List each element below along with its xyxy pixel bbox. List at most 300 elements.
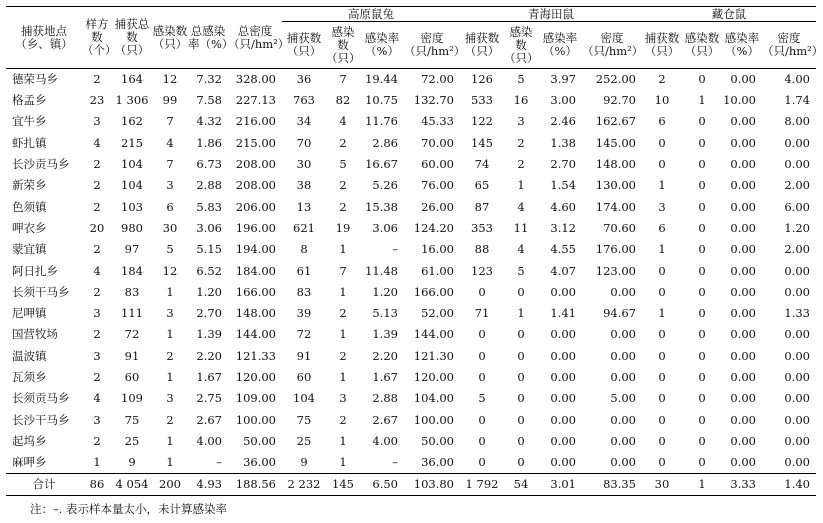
value-cell: 2 — [93, 178, 101, 193]
value-cell: 1 — [339, 433, 347, 448]
subheader-species2-col4: 密度（只/hm²） — [582, 22, 642, 69]
value-cell: 1 — [517, 306, 525, 321]
value-cell: 94.67 — [603, 306, 636, 321]
value-cell: 0 — [698, 455, 706, 470]
value-cell: 130.00 — [595, 178, 636, 193]
value-cell: 0 — [698, 391, 706, 406]
value-cell: 71 — [474, 306, 490, 321]
value-cell: 8 — [300, 242, 308, 257]
infection-table — [6, 6, 823, 496]
value-cell: 70.00 — [421, 135, 454, 150]
value-cell: 11.48 — [365, 263, 398, 278]
location-cell: 呷衣乡 — [12, 220, 47, 235]
value-cell: 9 — [128, 455, 136, 470]
subheader-species2-col3: 感染率（%） — [538, 22, 582, 69]
value-cell: 52.00 — [421, 306, 454, 321]
table-row — [6, 367, 816, 388]
value-cell: 3.06 — [372, 220, 398, 235]
value-cell: 120.00 — [413, 370, 454, 384]
value-cell: 0 — [698, 327, 706, 342]
value-cell: 0.00 — [730, 348, 756, 363]
table-row — [6, 388, 816, 409]
value-cell: 4.00 — [372, 433, 398, 448]
value-cell: 3 — [93, 412, 101, 427]
value-cell: 83.35 — [582, 474, 642, 496]
value-cell: 1.39 — [196, 327, 222, 342]
value-cell: 0 — [698, 306, 706, 321]
value-cell: 0 — [517, 284, 525, 299]
value-cell: 3 — [166, 178, 174, 193]
value-cell: 3 — [339, 391, 347, 406]
value-cell: 104 — [121, 157, 143, 172]
value-cell: 36.00 — [421, 455, 454, 470]
value-cell: 1.67 — [372, 370, 398, 384]
value-cell: 122 — [471, 114, 493, 129]
table-row — [6, 218, 816, 239]
value-cell: 4.00 — [784, 72, 810, 86]
header-infected: 感染数（只） — [152, 7, 188, 69]
value-cell: 132.70 — [413, 93, 454, 108]
value-cell: 0 — [658, 370, 666, 384]
header-rate: 总感染率（%） — [188, 7, 228, 69]
value-cell: 5.26 — [372, 178, 398, 193]
value-cell: 50.00 — [243, 433, 276, 448]
value-cell: 0.00 — [730, 220, 756, 235]
value-cell: 0.00 — [730, 72, 756, 86]
value-cell: 2.46 — [550, 114, 576, 129]
value-cell: 2 — [93, 199, 101, 214]
location-cell: 合计 — [6, 474, 82, 496]
value-cell: 2.67 — [372, 412, 398, 427]
value-cell: 3 — [93, 306, 101, 321]
value-cell: 144.00 — [413, 327, 454, 342]
value-cell: 76.00 — [421, 178, 454, 193]
value-cell: 0 — [478, 327, 486, 342]
value-cell: 2 — [93, 327, 101, 342]
subheader-species1-col2: 感染数（只） — [326, 22, 360, 69]
value-cell: 30 — [296, 157, 312, 172]
value-cell: 0.00 — [730, 284, 756, 299]
value-cell: 0.00 — [784, 391, 810, 406]
table-row — [6, 346, 816, 367]
value-cell: 1.20 — [372, 284, 398, 299]
value-cell: 3.97 — [550, 72, 576, 86]
header-species-3: 藏仓鼠 — [642, 7, 816, 22]
value-cell: 30 — [642, 474, 682, 496]
location-cell: 阿日扎乡 — [12, 263, 58, 278]
value-cell: 103.80 — [404, 474, 460, 496]
value-cell: 54 — [504, 474, 538, 496]
value-cell: 0 — [658, 433, 666, 448]
table-note: 注：–. 表示样本量太小，未计算感染率 — [30, 502, 228, 516]
value-cell: 36 — [296, 72, 312, 86]
value-cell: 75 — [124, 412, 140, 427]
value-cell: 5.00 — [610, 391, 636, 406]
value-cell: 12 — [162, 263, 178, 278]
value-cell: 0 — [517, 370, 525, 384]
value-cell: 0.00 — [784, 348, 810, 363]
value-cell: 1 — [339, 327, 347, 342]
value-cell: 16.67 — [365, 157, 398, 172]
value-cell: 1 — [339, 370, 347, 384]
value-cell: 83 — [124, 284, 140, 299]
value-cell: 0.00 — [784, 412, 810, 427]
value-cell: 126 — [471, 72, 493, 86]
value-cell: 6.50 — [360, 474, 404, 496]
value-cell: 0.00 — [550, 370, 576, 384]
table-row — [6, 303, 816, 324]
value-cell: 0 — [478, 284, 486, 299]
value-cell: 174.00 — [595, 199, 636, 214]
value-cell: 1 — [698, 93, 706, 108]
value-cell: 1 — [339, 242, 347, 257]
value-cell: 206.00 — [235, 199, 276, 214]
location-cell: 国营牧场 — [12, 327, 58, 342]
value-cell: 0.00 — [730, 455, 756, 470]
value-cell: 1 306 — [115, 93, 149, 108]
value-cell: 30 — [162, 220, 178, 235]
value-cell: 0.00 — [610, 455, 636, 470]
value-cell: 4 — [93, 391, 101, 406]
value-cell: 4 — [166, 135, 174, 150]
value-cell: 72 — [296, 327, 312, 342]
table-row — [6, 111, 816, 132]
value-cell: 0 — [517, 433, 525, 448]
value-cell: 13 — [296, 199, 312, 214]
value-cell: 16.00 — [421, 242, 454, 257]
value-cell: 38 — [296, 178, 312, 193]
subheader-species1-col3: 感染率（%） — [360, 22, 404, 69]
value-cell: 45.33 — [421, 114, 454, 129]
location-cell: 格孟乡 — [12, 93, 47, 108]
value-cell: 2 — [339, 135, 347, 150]
value-cell: 5.13 — [372, 306, 398, 321]
value-cell: 2 — [93, 433, 101, 448]
value-cell: 2.86 — [372, 135, 398, 150]
value-cell: 0 — [698, 433, 706, 448]
subheader-species2-col2: 感染数（只） — [504, 22, 538, 69]
value-cell: 1 — [658, 242, 666, 257]
value-cell: 6.73 — [196, 157, 222, 172]
table-row — [6, 154, 816, 175]
value-cell: 6 — [658, 114, 666, 129]
header-species-1: 高原鼠兔 — [282, 7, 460, 22]
value-cell: 166.00 — [235, 284, 276, 299]
value-cell: 145.00 — [595, 135, 636, 150]
location-cell: 瓦须乡 — [12, 370, 47, 384]
value-cell: 0 — [478, 433, 486, 448]
value-cell: 196.00 — [235, 220, 276, 235]
value-cell: 0.00 — [550, 348, 576, 363]
value-cell: 1.39 — [372, 327, 398, 342]
value-cell: 0 — [658, 455, 666, 470]
subheader-species3-col2: 感染数（只） — [682, 22, 722, 69]
value-cell: 4.60 — [550, 199, 576, 214]
value-cell: 23 — [89, 93, 105, 108]
value-cell: 1 — [658, 306, 666, 321]
value-cell: 353 — [471, 220, 493, 235]
value-cell: 121.30 — [413, 348, 454, 363]
header-location: 捕获地点（乡、镇） — [6, 7, 82, 69]
value-cell: 3 — [658, 199, 666, 214]
value-cell: 121.33 — [235, 348, 276, 363]
value-cell: 1 — [166, 455, 174, 470]
value-cell: 36.00 — [243, 455, 276, 470]
value-cell: 103 — [121, 199, 143, 214]
value-cell: 1.74 — [784, 93, 810, 108]
value-cell: 1.38 — [550, 135, 576, 150]
value-cell: – — [392, 242, 398, 257]
value-cell: 1.33 — [784, 306, 810, 321]
value-cell: 2 — [93, 284, 101, 299]
value-cell: 0.00 — [784, 455, 810, 470]
value-cell: 0 — [478, 455, 486, 470]
value-cell: 2 — [166, 412, 174, 427]
table-row — [6, 175, 816, 196]
value-cell: 0 — [698, 263, 706, 278]
location-cell: 温波镇 — [12, 348, 47, 363]
value-cell: 124.20 — [413, 220, 454, 235]
value-cell: 0.00 — [610, 370, 636, 384]
value-cell: 1 — [166, 327, 174, 342]
value-cell: 82 — [335, 93, 351, 108]
value-cell: 5 — [339, 157, 347, 172]
value-cell: 2.20 — [372, 348, 398, 363]
value-cell: 20 — [89, 220, 105, 235]
value-cell: 4 054 — [112, 474, 152, 496]
value-cell: 1.20 — [784, 220, 810, 235]
value-cell: 0 — [517, 412, 525, 427]
table-row — [6, 260, 816, 281]
value-cell: 11 — [513, 220, 529, 235]
subheader-species1-col4: 密度（只/hm²） — [404, 22, 460, 69]
value-cell: 0 — [698, 284, 706, 299]
value-cell: 34 — [296, 114, 312, 129]
value-cell: 2.67 — [196, 412, 222, 427]
value-cell: 5 — [166, 242, 174, 257]
value-cell: 0 — [698, 348, 706, 363]
value-cell: 2.88 — [196, 178, 222, 193]
value-cell: 145 — [471, 135, 493, 150]
value-cell: 0.00 — [610, 284, 636, 299]
value-cell: 0 — [478, 370, 486, 384]
value-cell: 109 — [121, 391, 143, 406]
value-cell: – — [216, 455, 222, 470]
value-cell: 0 — [658, 135, 666, 150]
table-row — [6, 324, 816, 345]
value-cell: 0 — [698, 72, 706, 86]
location-cell: 长须贡马乡 — [12, 391, 70, 406]
value-cell: 104 — [293, 391, 315, 406]
value-cell: 87 — [474, 199, 490, 214]
value-cell: 0 — [698, 157, 706, 172]
value-cell: 0 — [478, 348, 486, 363]
location-cell: 起坞乡 — [12, 433, 47, 448]
value-cell: 104.00 — [413, 391, 454, 406]
value-cell: 3 — [93, 348, 101, 363]
value-cell: 0.00 — [730, 412, 756, 427]
subheader-species1-col1: 捕获数（只） — [282, 22, 326, 69]
value-cell: 3 — [166, 306, 174, 321]
value-cell: 4 — [339, 114, 347, 129]
value-cell: 12 — [162, 72, 178, 86]
value-cell: 91 — [124, 348, 140, 363]
value-cell: 2 — [339, 178, 347, 193]
value-cell: 2 — [339, 199, 347, 214]
location-cell: 色须镇 — [12, 199, 47, 214]
value-cell: 70 — [296, 135, 312, 150]
value-cell: 2.20 — [196, 348, 222, 363]
value-cell: 4.00 — [196, 433, 222, 448]
value-cell: 0.00 — [784, 135, 810, 150]
value-cell: 145 — [326, 474, 360, 496]
value-cell: 533 — [471, 93, 493, 108]
header-captured: 捕获总数（只） — [112, 7, 152, 69]
value-cell: 0 — [698, 412, 706, 427]
value-cell: 83 — [296, 284, 312, 299]
value-cell: – — [392, 455, 398, 470]
value-cell: 1 — [517, 178, 525, 193]
value-cell: 0.00 — [730, 199, 756, 214]
value-cell: 5.15 — [196, 242, 222, 257]
value-cell: 0.00 — [730, 306, 756, 321]
value-cell: 72 — [124, 327, 140, 342]
value-cell: 7.58 — [196, 93, 222, 108]
value-cell: 0 — [517, 391, 525, 406]
value-cell: 2.75 — [196, 391, 222, 406]
value-cell: 0 — [698, 220, 706, 235]
value-cell: 0 — [517, 455, 525, 470]
value-cell: 0.00 — [550, 433, 576, 448]
value-cell: 1.54 — [550, 178, 576, 193]
value-cell: 2 — [93, 157, 101, 172]
value-cell: 1 — [166, 433, 174, 448]
value-cell: 3.12 — [550, 220, 576, 235]
location-cell: 德荣马乡 — [12, 72, 58, 86]
value-cell: 0.00 — [730, 242, 756, 257]
value-cell: 763 — [293, 93, 315, 108]
value-cell: 194.00 — [235, 242, 276, 257]
table-row — [6, 409, 816, 430]
value-cell: 0 — [658, 327, 666, 342]
value-cell: 4.93 — [188, 474, 228, 496]
value-cell: 0 — [698, 178, 706, 193]
value-cell: 86 — [82, 474, 112, 496]
value-cell: 1 — [166, 284, 174, 299]
header-plots: 样方数（个） — [82, 7, 112, 69]
value-cell: 4 — [93, 263, 101, 278]
value-cell: 6.00 — [784, 199, 810, 214]
value-cell: 6 — [658, 220, 666, 235]
value-cell: 4 — [93, 135, 101, 150]
value-cell: 2.70 — [196, 306, 222, 321]
value-cell: 111 — [121, 306, 143, 321]
value-cell: 2 — [517, 135, 525, 150]
value-cell: 19.44 — [365, 72, 398, 86]
value-cell: 0.00 — [610, 412, 636, 427]
value-cell: 215.00 — [235, 135, 276, 150]
value-cell: 980 — [121, 220, 143, 235]
value-cell: 88 — [474, 242, 490, 257]
value-cell: 8.00 — [784, 114, 810, 129]
value-cell: 120.00 — [235, 370, 276, 384]
value-cell: 2.70 — [550, 157, 576, 172]
value-cell: 1 — [166, 370, 174, 384]
value-cell: 11.76 — [365, 114, 398, 129]
table-row — [6, 282, 816, 303]
value-cell: 2 — [93, 370, 101, 384]
location-cell: 长沙贡马乡 — [12, 157, 70, 172]
value-cell: 0 — [478, 412, 486, 427]
value-cell: 74 — [474, 157, 490, 172]
value-cell: 184.00 — [235, 263, 276, 278]
value-cell: 1.20 — [196, 284, 222, 299]
total-row — [6, 474, 816, 496]
value-cell: 0.00 — [730, 327, 756, 342]
value-cell: 10 — [654, 93, 670, 108]
value-cell: 16 — [513, 93, 529, 108]
value-cell: 7 — [339, 263, 347, 278]
value-cell: 5 — [517, 72, 525, 86]
value-cell: 1 — [658, 178, 666, 193]
header-species-2: 青海田鼠 — [460, 7, 642, 22]
table-row — [6, 452, 816, 474]
value-cell: 0 — [658, 348, 666, 363]
value-cell: 621 — [293, 220, 315, 235]
value-cell: 61 — [296, 263, 312, 278]
value-cell: 97 — [124, 242, 140, 257]
value-cell: 176.00 — [595, 242, 636, 257]
value-cell: 4 — [517, 199, 525, 214]
value-cell: 0 — [698, 370, 706, 384]
table-row — [6, 69, 816, 91]
value-cell: 2 — [658, 72, 666, 86]
subheader-species2-col1: 捕获数（只） — [460, 22, 504, 69]
value-cell: 252.00 — [595, 72, 636, 86]
value-cell: 15.38 — [365, 199, 398, 214]
value-cell: 227.13 — [235, 93, 276, 108]
value-cell: 0 — [517, 327, 525, 342]
value-cell: 200 — [152, 474, 188, 496]
value-cell: 0.00 — [550, 284, 576, 299]
value-cell: 0.00 — [784, 327, 810, 342]
value-cell: 3 — [517, 114, 525, 129]
value-cell: 215 — [121, 135, 143, 150]
value-cell: 0 — [658, 391, 666, 406]
value-cell: 0.00 — [784, 370, 810, 384]
value-cell: 60.00 — [421, 157, 454, 172]
value-cell: 3.00 — [550, 93, 576, 108]
value-cell: 10.00 — [723, 93, 756, 108]
value-cell: 61.00 — [421, 263, 454, 278]
value-cell: 0 — [698, 135, 706, 150]
value-cell: 0.00 — [784, 263, 810, 278]
value-cell: 2 — [339, 348, 347, 363]
value-cell: 123 — [471, 263, 493, 278]
value-cell: 216.00 — [235, 114, 276, 129]
value-cell: 0.00 — [550, 412, 576, 427]
value-cell: 26.00 — [421, 199, 454, 214]
value-cell: 9 — [300, 455, 308, 470]
value-cell: 19 — [335, 220, 351, 235]
value-cell: 39 — [296, 306, 312, 321]
value-cell: 0.00 — [784, 433, 810, 448]
value-cell: 6 — [166, 199, 174, 214]
value-cell: 0 — [698, 242, 706, 257]
value-cell: 0.00 — [730, 391, 756, 406]
value-cell: 2.00 — [784, 178, 810, 193]
value-cell: 144.00 — [235, 327, 276, 342]
